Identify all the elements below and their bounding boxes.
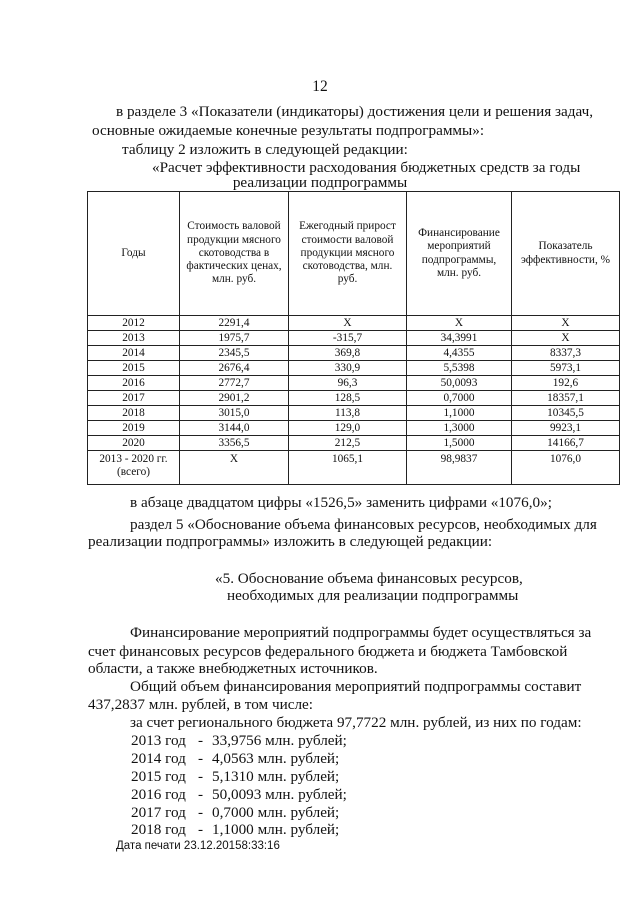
year-label: 2016 год [131, 786, 186, 803]
table-row [88, 331, 620, 346]
year-label: 2017 год [131, 804, 186, 821]
paragraph-financing-line-1: Финансирование мероприятий подпрограммы будет осуществляться за [130, 624, 592, 641]
cell-efficiency: 9923,1 [512, 421, 620, 436]
cell-year: 2012 [88, 316, 180, 331]
page-number: 12 [312, 78, 328, 95]
cell-cost: 3015,0 [180, 406, 289, 421]
table-row [88, 421, 620, 436]
cell-cost: 1975,7 [180, 331, 289, 346]
table-row [88, 346, 620, 361]
cell-efficiency: X [512, 331, 620, 346]
year-line [131, 732, 347, 750]
cell-growth: 369,8 [289, 346, 407, 361]
cell-cost: 2345,5 [180, 346, 289, 361]
paragraph-regional-budget: за счет регионального бюджета 97,7722 млн. рублей, из них по годам: [130, 714, 582, 731]
paragraph-section5-line-1: раздел 5 «Обоснование объема финансовых ресурсов, необходимых для [130, 516, 597, 533]
cell-growth: 128,5 [289, 391, 407, 406]
cell-total-cost: X [180, 451, 289, 485]
dash: - [197, 786, 204, 803]
cell-year: 2020 [88, 436, 180, 451]
cell-year: 2016 [88, 376, 180, 391]
table-row [88, 391, 620, 406]
cell-cost: 3144,0 [180, 421, 289, 436]
cell-year: 2013 [88, 331, 180, 346]
cell-year: 2019 [88, 421, 180, 436]
cell-efficiency: 14166,7 [512, 436, 620, 451]
table-row [88, 376, 620, 391]
total-label-line-1: 2013 - 2020 гг. [99, 453, 168, 465]
dash: - [197, 804, 204, 821]
dash: - [197, 821, 204, 838]
year-label: 2014 год [131, 750, 186, 767]
cell-growth: 129,0 [289, 421, 407, 436]
table-row [88, 406, 620, 421]
cell-year: 2018 [88, 406, 180, 421]
year-line [131, 821, 339, 839]
year-label: 2018 год [131, 821, 186, 838]
cell-year: 2014 [88, 346, 180, 361]
year-amount: 50,0093 млн. рублей; [212, 786, 347, 803]
cell-financing: 0,7000 [407, 391, 512, 406]
year-amount: 33,9756 млн. рублей; [212, 732, 347, 749]
cell-total-efficiency: 1076,0 [512, 451, 620, 485]
cell-cost: 2901,2 [180, 391, 289, 406]
cell-growth: 96,3 [289, 376, 407, 391]
cell-financing: 50,0093 [407, 376, 512, 391]
paragraph-total-line-2: 437,2837 млн. рублей, в том числе: [88, 696, 314, 713]
cell-growth: 113,8 [289, 406, 407, 421]
dash: - [197, 750, 204, 767]
cell-growth: -315,7 [289, 331, 407, 346]
cell-cost: 2772,7 [180, 376, 289, 391]
intro-line-3: таблицу 2 изложить в следующей редакции: [122, 141, 408, 158]
cell-cost: 2291,4 [180, 316, 289, 331]
table-row [88, 361, 620, 376]
cell-efficiency: 18357,1 [512, 391, 620, 406]
cell-cost: 3356,5 [180, 436, 289, 451]
print-date-footer: Дата печати 23.12.20158:33:16 [116, 840, 280, 852]
intro-line-2: основные ожидаемые конечные результаты подпрограммы»: [92, 122, 485, 139]
paragraph-total-line-1: Общий объем финансирования мероприятий подпрограммы составит [130, 678, 582, 695]
year-line [131, 804, 339, 822]
header-efficiency: Показатель эффективности, % [512, 192, 620, 316]
cell-efficiency: 8337,3 [512, 346, 620, 361]
cell-total-label [88, 451, 180, 485]
table-title-line-2: реализации подпрограммы [232, 174, 408, 191]
total-label-line-2: (всего) [117, 466, 150, 479]
cell-cost: 2676,4 [180, 361, 289, 376]
table-header-row [88, 192, 620, 316]
cell-financing: 4,4355 [407, 346, 512, 361]
year-line [131, 786, 347, 804]
header-years: Годы [88, 192, 180, 316]
cell-total-financing: 98,9837 [407, 451, 512, 485]
cell-year: 2017 [88, 391, 180, 406]
cell-growth: 330,9 [289, 361, 407, 376]
cell-efficiency: 5973,1 [512, 361, 620, 376]
cell-efficiency: 192,6 [512, 376, 620, 391]
table-row [88, 436, 620, 451]
section-title-line-1: «5. Обоснование объема финансовых ресурсов, [215, 570, 523, 587]
cell-growth: X [289, 316, 407, 331]
year-line [131, 750, 339, 768]
year-amount: 0,7000 млн. рублей; [212, 804, 340, 821]
header-growth: Ежегодный прирост стоимости валовой продукции мясного скотоводства, млн. руб. [289, 192, 407, 316]
paragraph-financing-line-2: счет финансовых ресурсов федерального бюджета и бюджета Тамбовской [88, 643, 568, 660]
cell-efficiency: 10345,5 [512, 406, 620, 421]
year-line [131, 768, 339, 786]
cell-financing: 34,3991 [407, 331, 512, 346]
intro-line-1: в разделе 3 «Показатели (индикаторы) достижения цели и решения задач, [116, 103, 594, 120]
cell-growth: 212,5 [289, 436, 407, 451]
year-amount: 1,1000 млн. рублей; [212, 821, 340, 838]
dash: - [197, 732, 204, 749]
header-financing: Финансирование мероприятий подпрограммы, млн. руб. [407, 192, 512, 316]
paragraph-financing-line-3: области, а также внебюджетных источников. [88, 660, 378, 677]
cell-total-growth: 1065,1 [289, 451, 407, 485]
table-total-row [88, 451, 620, 485]
year-amount: 4,0563 млн. рублей; [212, 750, 340, 767]
paragraph-section5-line-2: реализации подпрограммы» изложить в следующей редакции: [88, 533, 493, 550]
cell-financing: 1,1000 [407, 406, 512, 421]
paragraph-figures-replace: в абзаце двадцатом цифры «1526,5» заменить цифрами «1076,0»; [130, 494, 552, 511]
efficiency-table [87, 191, 620, 485]
table-title-line-1: «Расчет эффективности расходования бюджетных средств за годы [152, 159, 581, 176]
cell-financing: 1,5000 [407, 436, 512, 451]
year-label: 2015 год [131, 768, 186, 785]
header-cost: Стоимость валовой продукции мясного скотоводства в фактических ценах, млн. руб. [180, 192, 289, 316]
year-label: 2013 год [131, 732, 186, 749]
dash: - [197, 768, 204, 785]
cell-financing: X [407, 316, 512, 331]
cell-efficiency: X [512, 316, 620, 331]
table-row [88, 316, 620, 331]
section-title-line-2: необходимых для реализации подпрограммы [227, 587, 519, 604]
cell-financing: 5,5398 [407, 361, 512, 376]
year-amount: 5,1310 млн. рублей; [212, 768, 340, 785]
cell-year: 2015 [88, 361, 180, 376]
cell-financing: 1,3000 [407, 421, 512, 436]
